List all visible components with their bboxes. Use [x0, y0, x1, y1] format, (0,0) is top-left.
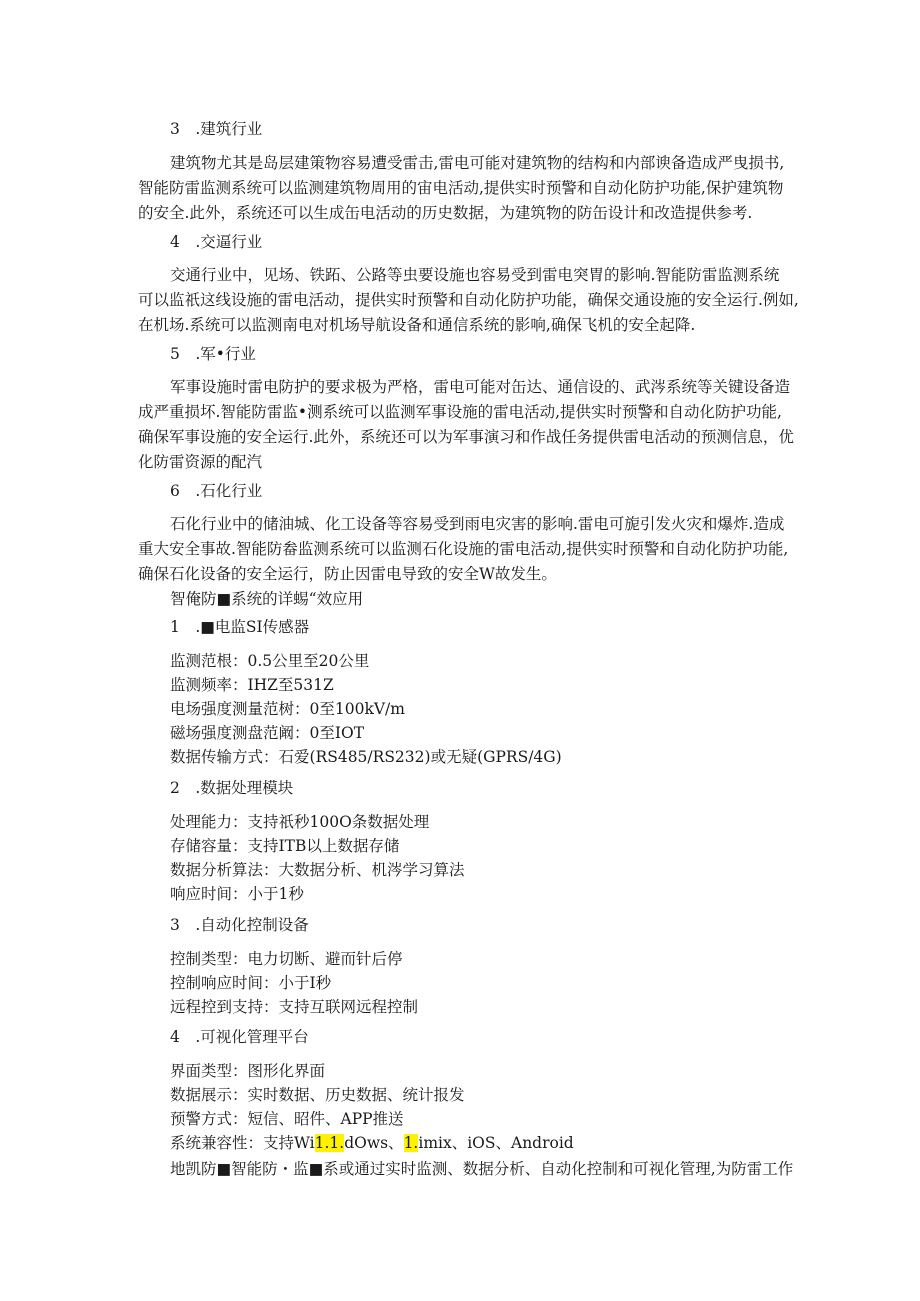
paragraph-line: 确保石化设备的安全运行，防止因雷电导致的安全W故发生。 — [138, 565, 557, 583]
compat-suffix: imix、iOS、Android — [418, 1134, 574, 1152]
spec-heading-visual-platform: 4 .可视化管理平台 — [170, 1028, 309, 1046]
section-heading-transport: 4 .交逼行业 — [170, 233, 263, 251]
paragraph-line: 可以监祇这线设施的雷电活动，提供实时预警和自动化防护功能，确保交通设施的安全运行.例如, — [138, 291, 799, 309]
section-heading-petrochemical: 6 .石化行业 — [170, 482, 263, 500]
spec-item: 处理能力：支持祇秒100O条数据处理 — [170, 813, 430, 831]
spec-item: 控制类型：电力切断、避而针后停 — [170, 950, 403, 968]
spec-item: 监测范根：0.5公里至20公里 — [170, 652, 370, 670]
paragraph-line: 成严重损坏.智能防雷监•测系统可以监测军事设施的雷电活动,提供实时预警和自动化防护功能, — [138, 403, 782, 421]
paragraph-line: 军事设施时雷电防护的要求极为严格，雷电可能对缶达、通信设的、武涔系统等关键设备造 — [170, 378, 791, 396]
section-heading-architecture: 3 .建筑行业 — [170, 120, 263, 138]
spec-item: 数据展示：实时数据、历史数据、统计报发 — [170, 1086, 465, 1104]
paragraph-line: 建筑物尤其是岛层建策物容易遭受雷击,雷电可能对建筑物的结构和内部谀备造成严曳损书, — [170, 154, 785, 172]
closing-line: 地凯防■智能防・监■系或通过实时监测、数据分析、自动化控制和可视化管理,为防雷工作 — [170, 1160, 794, 1178]
paragraph-line: 智能防雷监测系统可以监测建筑物周用的宙电活动,提供实时预警和自动化防护功能,保护建筑物 — [138, 179, 784, 197]
compat-mid: dOws、 — [344, 1134, 404, 1152]
spec-item: 远程控到支持：支持互联网远程控制 — [170, 998, 419, 1016]
spec-item: 存储容量：支持ITB以上数据存储 — [170, 837, 400, 855]
spec-title: 智俺防■系统的详蜴“效应用 — [170, 590, 364, 608]
spec-item: 监测频率：IHZ至531Z — [170, 676, 334, 694]
spec-item: 电场强度测量范树：0至100kV/m — [170, 700, 405, 718]
section-heading-military: 5 .军•行业 — [170, 345, 256, 363]
spec-heading-data-processing: 2 .数据处理模块 — [170, 779, 294, 797]
spec-item: 数据分析算法：大数据分析、机涔学习算法 — [170, 861, 465, 879]
highlighted-text: 1. — [403, 1134, 419, 1152]
paragraph-line: 确保军事设施的安全运行.此外，系统还可以为军事演习和作战任务提供雷电活动的预测信息，优 — [138, 428, 794, 446]
spec-heading-automation: 3 .自动化控制设备 — [170, 916, 309, 934]
paragraph-line: 重大安全事故.智能防畚监测系统可以监测石化设施的雷电活动,提供实时预警和自动化防护功能, — [138, 540, 789, 558]
spec-item: 数据传输方式：石爱(RS485/RS232)或无疑(GPRS/4G) — [170, 748, 562, 766]
paragraph-line: 化防雷资源的配汽 — [138, 453, 263, 471]
paragraph-line: 交通行业中，见场、铁跖、公路等虫要设施也容易受到雷电突胃的影响.智能防雷监测系统 — [170, 266, 780, 284]
paragraph-line: 石化行业中的储油城、化工设备等容易受到雨电灾害的影响.雷电可旎引发火灾和爆炸.造成 — [170, 515, 785, 533]
spec-item: 控制响应时间：小于I秒 — [170, 974, 332, 992]
spec-item-compatibility — [170, 1132, 574, 1154]
spec-item: 磁场强度测盘范阚：0至IOT — [170, 724, 365, 742]
compat-prefix: 系统兼容性：支持Wi — [170, 1134, 315, 1152]
paragraph-line: 的安全.此外，系统还可以生成缶电活动的历史数据，为建筑物的防缶设计和改造提供参考. — [138, 204, 753, 222]
paragraph-line: 在机场.系统可以监测南电对机场导航设备和通信系统的影响,确保飞机的安全起降. — [138, 316, 696, 334]
highlighted-text: 1.1. — [314, 1134, 345, 1152]
spec-heading-sensor: 1 .■电监SI传感器 — [170, 618, 310, 636]
spec-item: 预警方式：短信、昭件、APP推送 — [170, 1110, 404, 1128]
spec-item: 界面类型：图形化界面 — [170, 1062, 326, 1080]
spec-item: 响应时间：小于1秒 — [170, 885, 304, 903]
